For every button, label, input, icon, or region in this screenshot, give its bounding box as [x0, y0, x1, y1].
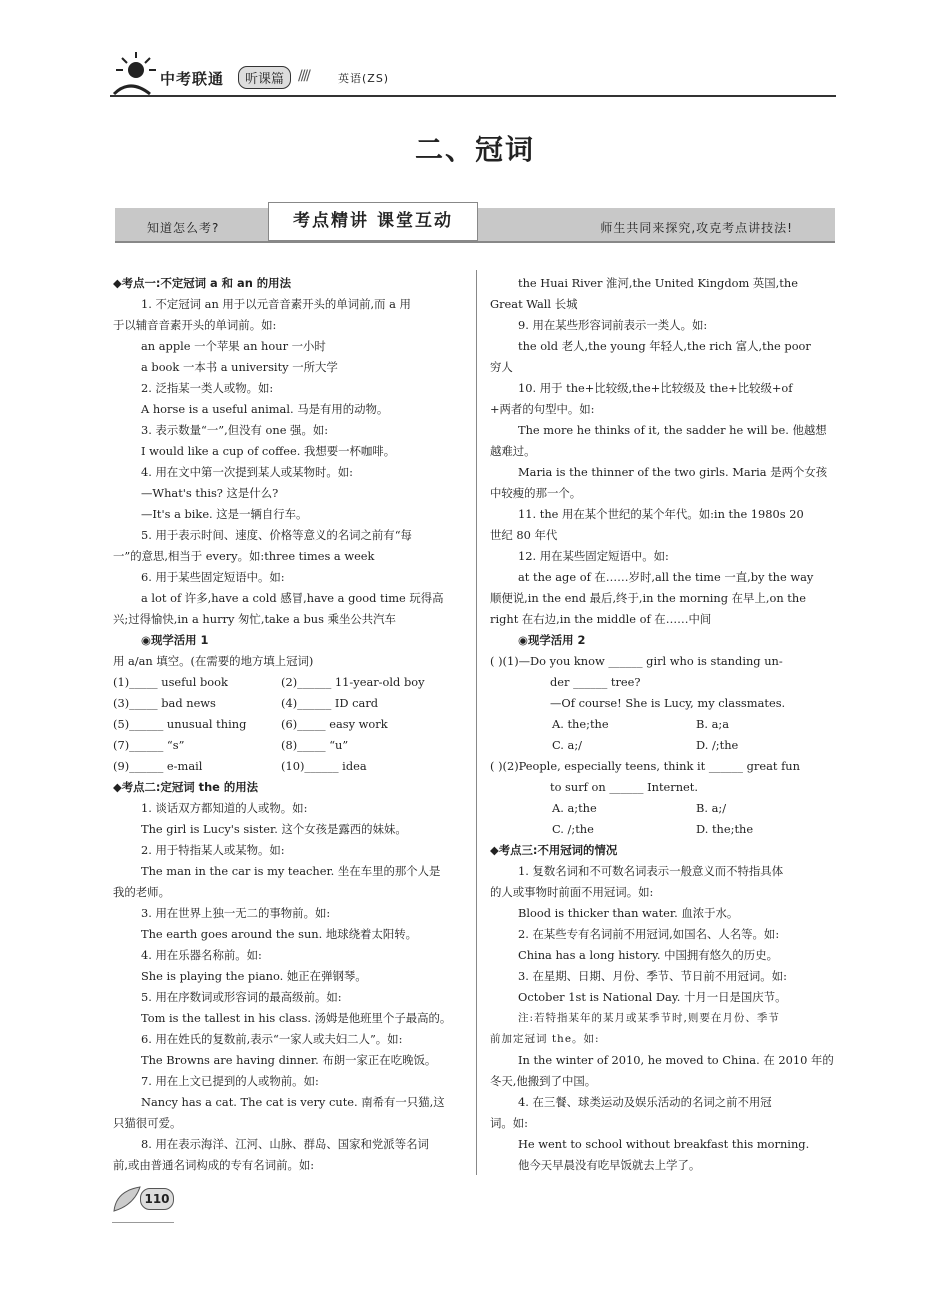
text-line: 6. 用在姓氏的复数前,表示“一家人或夫妇二人”。如: — [141, 1032, 403, 1046]
blank-item: (4)______ ID card — [281, 696, 379, 710]
option: C. a;/ — [552, 738, 583, 752]
text-line: He went to school without breakfast this morning. — [518, 1137, 810, 1151]
text-line: 3. 在星期、日期、月份、季节、节日前不用冠词。如: — [518, 969, 787, 983]
section-heading: ◆考点一:不定冠词 a 和 an 的用法 — [113, 276, 291, 290]
section-heading: ◆考点三:不用冠词的情况 — [490, 843, 618, 857]
text-line: I would like a cup of coffee. 我想要一杯咖啡。 — [141, 444, 396, 458]
exercise-1 — [113, 672, 463, 777]
text-line: 4. 用在乐器名称前。如: — [141, 948, 262, 962]
exercise-row — [113, 672, 463, 693]
subject-label: 英语(ZS) — [338, 72, 390, 85]
text-line: The man in the car is my teacher. 坐在车里的那个人是 — [141, 864, 441, 878]
text-line: 2. 用于特指某人或某物。如: — [141, 843, 285, 857]
text-line: the Huai River 淮河,the United Kingdom 英国,the — [518, 276, 798, 290]
right-column — [490, 273, 840, 1176]
blank-item: (3)_____ bad news — [113, 696, 216, 710]
exercise-2 — [490, 651, 840, 840]
text-line: 于以辅音音素开头的单词前。如: — [113, 318, 277, 332]
text-line: 3. 用在世界上独一无二的事物前。如: — [141, 906, 331, 920]
text-line: 4. 用在文中第一次提到某人或某物时。如: — [141, 465, 353, 479]
stripes-icon: //// — [298, 68, 309, 84]
section-tag: 听课篇 — [238, 66, 291, 89]
text-line: 用 a/an 填空。(在需要的地方填上冠词) — [113, 654, 314, 668]
banner-left-text: 知道怎么考? — [147, 221, 220, 235]
question-1-options — [490, 714, 840, 735]
page-header — [110, 48, 836, 98]
text-line: a book 一本书 a university 一所大学 — [141, 360, 338, 374]
page-number: 110 — [140, 1188, 174, 1210]
text-line: Tom is the tallest in his class. 汤姆是他班里个子最高的。 — [141, 1011, 452, 1025]
text-line: 9. 用在某些形容词前表示一类人。如: — [518, 318, 708, 332]
text-line: 冬天,他搬到了中国。 — [490, 1074, 597, 1088]
text-line: an apple 一个苹果 an hour 一小时 — [141, 339, 326, 353]
text-line: 5. 用在序数词或形容词的最高级前。如: — [141, 990, 342, 1004]
footer-rule — [112, 1222, 174, 1223]
option: B. a;/ — [696, 801, 727, 815]
exercise-row — [113, 735, 463, 756]
section-heading: ◉现学活用 2 — [518, 633, 586, 647]
text-line: +两者的句型中。如: — [490, 402, 595, 416]
question-1-reply: —Of course! She is Lucy, my classmates. — [550, 696, 786, 710]
text-line: 4. 在三餐、球类运动及娱乐活动的名词之前不用冠 — [518, 1095, 772, 1109]
text-line: The earth goes around the sun. 地球绕着太阳转。 — [141, 927, 418, 941]
text-line: The girl is Lucy's sister. 这个女孩是露西的妹妹。 — [141, 822, 407, 836]
text-line: 我的老师。 — [113, 885, 170, 899]
sun-logo-icon — [110, 48, 160, 98]
text-line: 2. 泛指某一类人或物。如: — [141, 381, 274, 395]
text-line: 3. 表示数量“一”,但没有 one 强。如: — [141, 423, 329, 437]
text-line: The more he thinks of it, the sadder he will be. 他越想 — [518, 423, 827, 437]
blank-item: (2)______ 11-year-old boy — [281, 675, 425, 689]
exercise-row — [113, 714, 463, 735]
exercise-row — [113, 756, 463, 777]
text-line: the old 老人,the young 年轻人,the rich 富人,the poor — [518, 339, 811, 353]
text-line: 6. 用于某些固定短语中。如: — [141, 570, 285, 584]
blank-item: (8)_____ “u” — [281, 738, 349, 752]
text-line: 兴;过得愉快,in a hurry 匆忙,take a bus 乘坐公共汽车 — [113, 612, 396, 626]
option: B. a;a — [696, 717, 730, 731]
blank-item: (1)_____ useful book — [113, 675, 228, 689]
text-line: A horse is a useful animal. 马是有用的动物。 — [141, 402, 389, 416]
option: C. /;the — [552, 822, 594, 836]
question-2-options — [490, 798, 840, 819]
text-line: 他今天早晨没有吃早饭就去上学了。 — [518, 1158, 701, 1172]
text-line: right 在右边,in the middle of 在……中间 — [490, 612, 712, 626]
text-line: 词。如: — [490, 1116, 529, 1130]
text-line: Nancy has a cat. The cat is very cute. 南希有一只猫,这 — [141, 1095, 445, 1109]
page-title: 二、冠词 — [414, 133, 535, 166]
text-line: —It's a bike. 这是一辆自行车。 — [141, 507, 308, 521]
text-line: Maria is the thinner of the two girls. Maria 是两个女孩 — [518, 465, 828, 479]
question-2-line: ( )(2)People, especially teens, think it ______ great fun — [490, 759, 800, 773]
leaf-icon — [112, 1183, 142, 1213]
text-line: 穷人 — [490, 360, 513, 374]
option: D. the;the — [696, 822, 754, 836]
section-heading: ◉现学活用 1 — [141, 633, 209, 647]
text-line: 一”的意思,相当于 every。如:three times a week — [113, 549, 375, 563]
text-line: 前,或由普通名词构成的专有名词前。如: — [113, 1158, 315, 1172]
text-line: 5. 用于表示时间、速度、价格等意义的名词之前有“每 — [141, 528, 412, 542]
option: A. a;the — [552, 801, 597, 815]
text-line: at the age of 在……岁时,all the time 一直,by the way — [518, 570, 814, 584]
text-line: 的人或事物时前面不用冠词。如: — [490, 885, 654, 899]
question-2-cont: to surf on ______ Internet. — [550, 780, 699, 794]
text-line: 8. 用在表示海洋、江河、山脉、群岛、国家和党派等名词 — [141, 1137, 429, 1151]
text-line: Great Wall 长城 — [490, 297, 578, 311]
text-line: —What's this? 这是什么? — [141, 486, 279, 500]
question-1-cont: der ______ tree? — [550, 675, 641, 689]
blank-item: (10)______ idea — [281, 759, 367, 773]
text-line: 注:若特指某年的某月或某季节时,则要在月份、季节 — [518, 1012, 780, 1024]
option: D. /;the — [696, 738, 739, 752]
exercise-row — [113, 693, 463, 714]
question-1-line: ( )(1)—Do you know ______ girl who is standing un- — [490, 654, 783, 668]
question-2-options — [490, 819, 840, 840]
text-line: 7. 用在上文已提到的人或物前。如: — [141, 1074, 319, 1088]
text-line: She is playing the piano. 她正在弹钢琴。 — [141, 969, 367, 983]
text-line: The Browns are having dinner. 布朗一家正在吃晚饭。 — [141, 1053, 437, 1067]
text-line: 前加定冠词 the。如: — [490, 1033, 600, 1045]
text-line: 1. 不定冠词 an 用于以元音音素开头的单词前,而 a 用 — [141, 297, 411, 311]
column-divider — [476, 270, 477, 1175]
banner-right-text: 师生共同来探究,攻克考点讲技法! — [600, 221, 793, 235]
text-line: 越难过。 — [490, 444, 536, 458]
blank-item: (6)_____ easy work — [281, 717, 388, 731]
text-line: 11. the 用在某个世纪的某个年代。如:in the 1980s 20 — [518, 507, 804, 521]
section-banner — [115, 208, 835, 243]
text-line: 只猫很可爱。 — [113, 1116, 182, 1130]
text-line: a lot of 许多,have a cold 感冒,have a good time 玩得高 — [141, 591, 444, 605]
text-line: 1. 复数名词和不可数名词表示一般意义而不特指具体 — [518, 864, 784, 878]
blank-item: (5)______ unusual thing — [113, 717, 247, 731]
text-line: 中较瘦的那一个。 — [490, 486, 582, 500]
text-line: 2. 在某些专有名词前不用冠词,如国名、人名等。如: — [518, 927, 780, 941]
left-column — [113, 273, 463, 1176]
text-line: 世纪 80 年代 — [490, 528, 558, 542]
text-line: 12. 用在某些固定短语中。如: — [518, 549, 669, 563]
text-line: October 1st is National Day. 十月一日是国庆节。 — [518, 990, 787, 1004]
section-heading: ◆考点二:定冠词 the 的用法 — [113, 780, 259, 794]
banner-title: 考点精讲 课堂互动 — [268, 202, 478, 241]
text-line: In the winter of 2010, he moved to China. 在 2010 年的 — [518, 1053, 834, 1067]
header-rule — [110, 95, 836, 97]
text-line: 顺便说,in the end 最后,终于,in the morning 在早上,on the — [490, 591, 806, 605]
brand-name: 中考联通 — [160, 70, 225, 88]
question-1-options — [490, 735, 840, 756]
blank-item: (7)______ “s” — [113, 738, 185, 752]
text-line: 1. 谈话双方都知道的人或物。如: — [141, 801, 308, 815]
text-line: China has a long history. 中国拥有悠久的历史。 — [518, 948, 778, 962]
blank-item: (9)______ e-mail — [113, 759, 203, 773]
text-line: Blood is thicker than water. 血浓于水。 — [518, 906, 739, 920]
option: A. the;the — [552, 717, 609, 731]
text-line: 10. 用于 the+比较级,the+比较级及 the+比较级+of — [518, 381, 793, 395]
